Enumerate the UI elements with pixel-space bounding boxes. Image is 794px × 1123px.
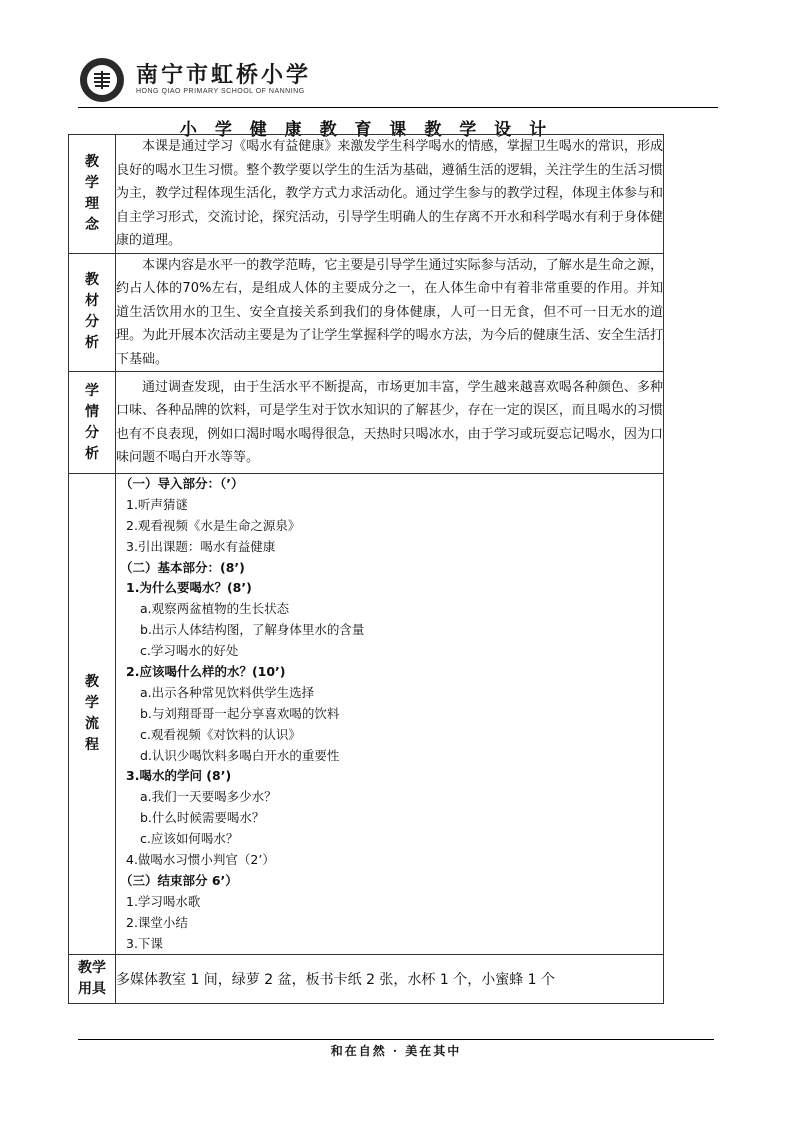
label-char: 学 [85, 174, 99, 191]
label-chars [69, 152, 115, 236]
flow-line: d.认识少喝饮料多喝白开水的重要性 [140, 747, 340, 763]
lesson-plan-table [68, 134, 664, 1004]
flow-line: 3.喝水的学问 (8’) [126, 768, 232, 784]
label-char: 分 [85, 314, 99, 331]
flow-line: 2.应该喝什么样的水？(10’) [126, 664, 286, 680]
label-student-analysis [69, 372, 116, 474]
header-divider [78, 107, 718, 108]
flow-line: b.与刘翔哥哥一起分享喜欢喝的饮料 [140, 705, 340, 721]
flow-line: a.观察两盆植物的生长状态 [140, 601, 290, 617]
flow-line: b.什么时候需要喝水？ [140, 810, 265, 826]
row-teaching-tools [69, 955, 664, 1004]
label-char: 材 [85, 293, 99, 310]
school-name-cn: 南宁市虹桥小学 [136, 63, 312, 88]
flow-line: （三）结束部分 6’） [120, 872, 238, 888]
flow-line: c.应该如何喝水？ [140, 831, 239, 847]
school-name-en: HONG QIAO PRIMARY SCHOOL OF NANNING [136, 88, 305, 95]
label-chars [69, 672, 115, 756]
text-teaching-concept: 本课是通过学习《喝水有益健康》来激发学生科学喝水的情感，掌握卫生喝水的常识，形成良好的喝水卫生习惯。整个教学要以学生的生活为基础，遵循生活的逻辑，关注学生的生活习惯为主，教学过程体现生活化，教学方式力求活动化。通过学生参与的教学过程，体现主体参与和自主学习形式，交流讨论，探究活动，引导学生明确人的生存离不开水和科学喝水有利于身体健康的道理。 [116, 135, 664, 254]
label-char: 分 [85, 424, 99, 441]
label-char: 程 [85, 737, 99, 754]
flow-line: 3.引出课题：喝水有益健康 [126, 538, 276, 554]
label-teaching-concept [69, 135, 116, 254]
row-teaching-concept [69, 135, 664, 254]
label-char: 学 [85, 695, 99, 712]
text-material-analysis: 本课内容是水平一的教学范畴，它主要是引导学生通过实际参与活动，了解水是生命之源，约占人体的70%左右，是组成人体的主要成分之一，在人体生命中有着非常重要的作用。并知道生活饮用水的卫生、安全直接关系到我们的身体健康，人可一日无食，但不可一日无水的道理。为此开展本次活动主要是为了让学生掌握科学的喝水方法，为今后的健康生活、安全生活打下基础。 [116, 253, 664, 372]
label-char: 教 [85, 153, 99, 170]
label-teaching-tools [69, 955, 116, 1004]
label-char: 教学 [78, 960, 106, 977]
row-student-analysis [69, 372, 664, 474]
flow-line: c.学习喝水的好处 [140, 643, 239, 659]
label-char: 念 [85, 216, 99, 233]
label-char: 学 [85, 382, 99, 399]
flow-line: 2.观看视频《水是生命之源泉》 [126, 517, 301, 533]
page-header [78, 56, 718, 104]
flow-line: c.观看视频《对饮料的认识》 [140, 726, 301, 742]
row-teaching-process [69, 474, 664, 955]
flow-line: （一）导入部分：（’） [120, 476, 244, 491]
flow-line: 3.下课 [126, 935, 163, 951]
flow-line: （二）基本部分：(8’) [120, 559, 245, 575]
flow-line: 2.课堂小结 [126, 914, 188, 930]
flow-line: a.我们一天要喝多少水？ [140, 789, 277, 805]
label-teaching-process [69, 474, 116, 955]
teaching-process-list [116, 474, 664, 955]
flow-line: 4.做喝水习惯小判官（2’） [126, 852, 275, 868]
label-chars [69, 958, 115, 1000]
label-char: 流 [85, 716, 99, 733]
footer-motto: 和在自然 · 美在其中 [330, 1044, 462, 1058]
flow-line: a.出示各种常见饮料供学生选择 [140, 684, 315, 700]
label-chars [69, 270, 115, 354]
flow-line: 1.听声猜谜 [126, 496, 188, 512]
row-material-analysis [69, 253, 664, 372]
label-char: 析 [85, 445, 99, 462]
label-char: 用具 [78, 981, 106, 998]
label-char: 教 [85, 674, 99, 691]
label-char: 情 [85, 403, 99, 420]
text-student-analysis: 通过调查发现，由于生活水平不断提高，市场更加丰富，学生越来越喜欢喝各种颜色、多种口味、各种品牌的饮料，可是学生对于饮水知识的了解甚少，存在一定的误区，而且喝水的习惯也有不良表现，例如口渴时喝水喝得很急，天热时只喝冰水，由于学习或玩耍忘记喝水，因为口味问题不喝白开水等等。 [116, 372, 664, 474]
document-title: 小 学 健 康 教 育 课 教 学 设 计 [179, 120, 553, 140]
label-material-analysis [69, 253, 116, 372]
flow-line: 1.为什么要喝水？(8’) [126, 580, 252, 596]
school-emblem-icon [80, 58, 124, 102]
label-char: 教 [85, 272, 99, 289]
text-teaching-tools: 多媒体教室 1 间，绿萝 2 盆，板书卡纸 2 张，水杯 1 个，小蜜蜂 1 个 [116, 955, 664, 1004]
label-char: 理 [85, 195, 99, 212]
flow-line: b.出示人体结构图，了解身体里水的含量 [140, 622, 365, 638]
flow-line: 1.学习喝水歌 [126, 893, 201, 909]
footer-divider [78, 1039, 714, 1040]
label-chars [69, 381, 115, 465]
label-char: 析 [85, 335, 99, 352]
